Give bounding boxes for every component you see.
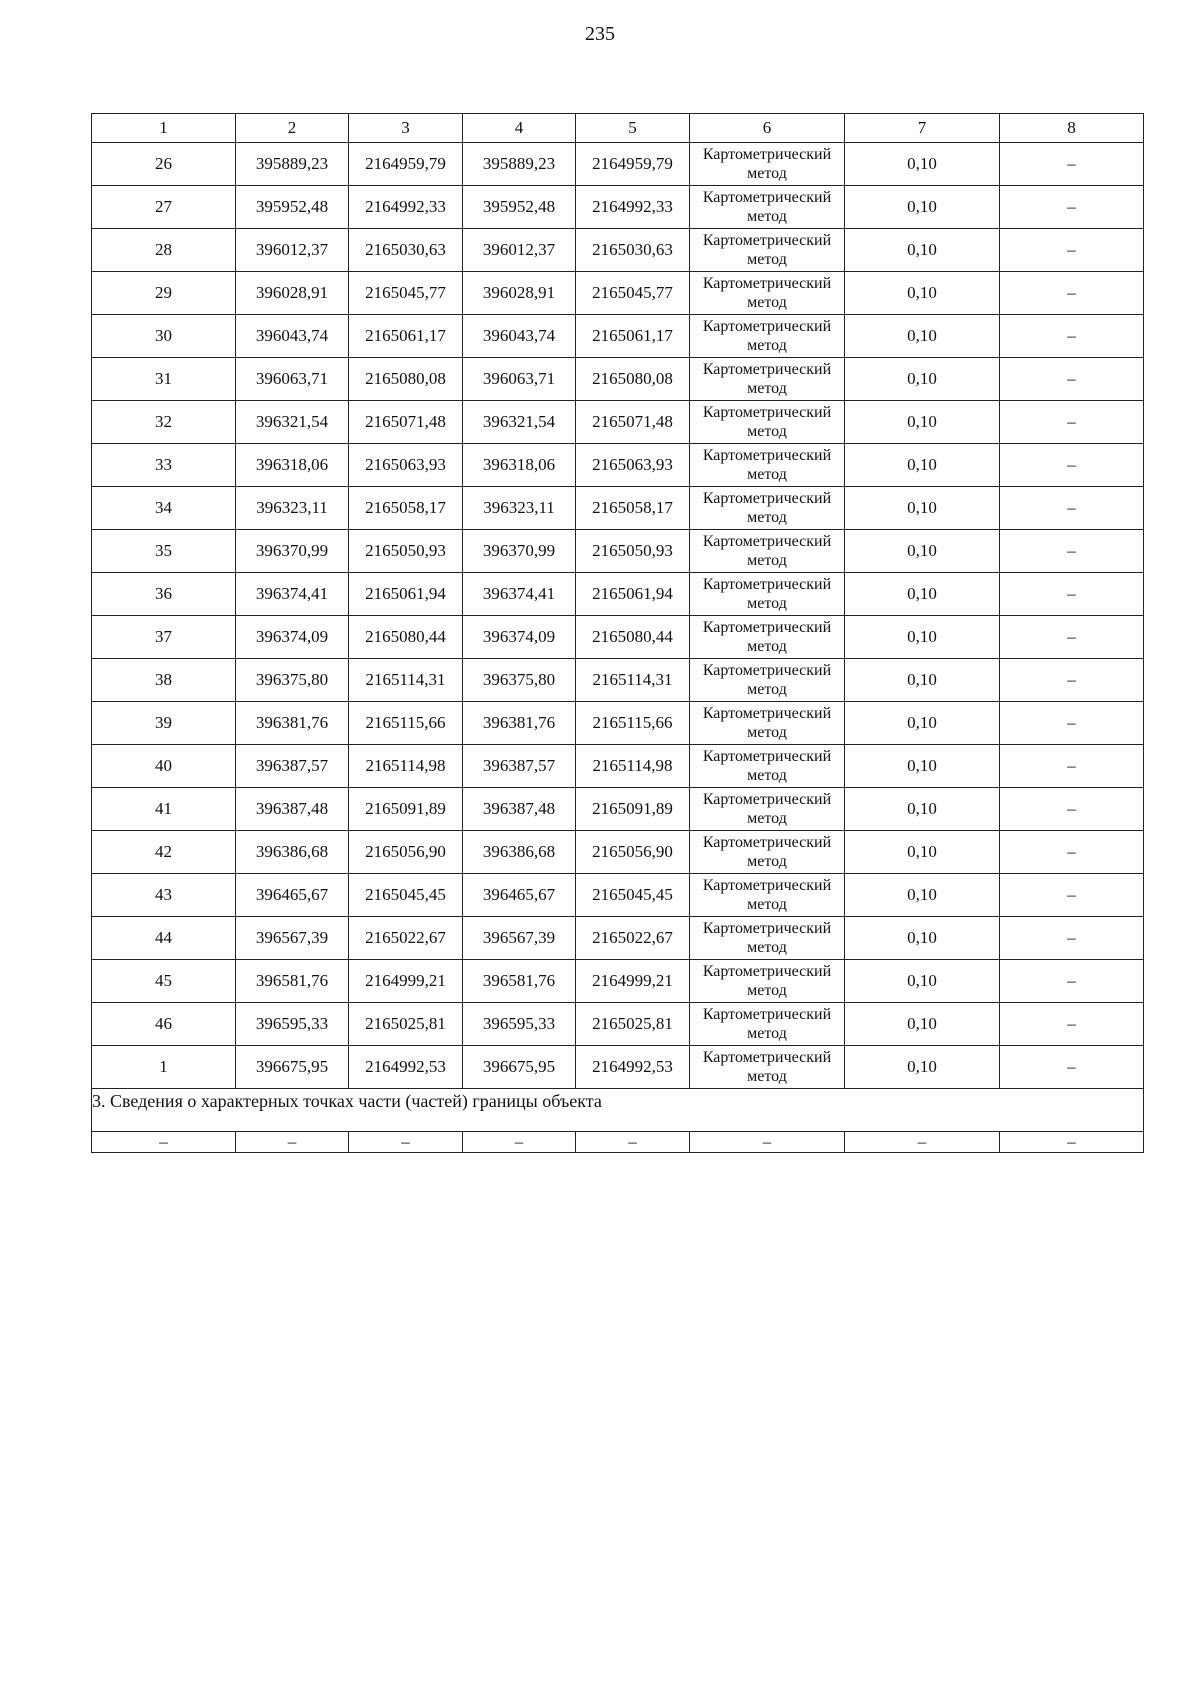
- method-line: метод: [747, 638, 787, 655]
- y-coordinate-cell: 2165063,93: [349, 444, 463, 487]
- method-cell: [690, 315, 845, 358]
- y-coordinate-cell: 2164992,53: [576, 1046, 690, 1089]
- note-cell: –: [1000, 272, 1144, 315]
- empty-cell: –: [576, 1132, 690, 1153]
- x-coordinate-cell: 396374,09: [236, 616, 349, 659]
- note-cell: –: [1000, 831, 1144, 874]
- accuracy-cell: 0,10: [845, 659, 1000, 702]
- x-coordinate-cell: 396321,54: [463, 401, 576, 444]
- method-line: Картометрический: [702, 748, 832, 765]
- note-cell: –: [1000, 143, 1144, 186]
- x-coordinate-cell: 396043,74: [463, 315, 576, 358]
- y-coordinate-cell: 2165071,48: [349, 401, 463, 444]
- table-row: [92, 229, 1144, 272]
- x-coordinate-cell: 396387,57: [236, 745, 349, 788]
- table-row: [92, 659, 1144, 702]
- column-header: 4: [463, 114, 576, 143]
- method-line: Картометрический: [702, 834, 832, 851]
- column-header: 8: [1000, 114, 1144, 143]
- note-cell: –: [1000, 745, 1144, 788]
- method-line: метод: [747, 552, 787, 569]
- y-coordinate-cell: 2164959,79: [576, 143, 690, 186]
- method-line: Картометрический: [702, 576, 832, 593]
- point-number-cell: 29: [92, 272, 236, 315]
- method-line: метод: [747, 251, 787, 268]
- method-line: Картометрический: [702, 877, 832, 894]
- note-cell: –: [1000, 874, 1144, 917]
- table-row: [92, 616, 1144, 659]
- note-cell: –: [1000, 358, 1144, 401]
- x-coordinate-cell: 396012,37: [236, 229, 349, 272]
- point-number-cell: 37: [92, 616, 236, 659]
- method-line: метод: [747, 1068, 787, 1085]
- point-number-cell: 35: [92, 530, 236, 573]
- y-coordinate-cell: 2165114,31: [349, 659, 463, 702]
- accuracy-cell: 0,10: [845, 1046, 1000, 1089]
- y-coordinate-cell: 2165025,81: [349, 1003, 463, 1046]
- method-cell: [690, 358, 845, 401]
- note-cell: –: [1000, 659, 1144, 702]
- point-number-cell: 41: [92, 788, 236, 831]
- accuracy-cell: 0,10: [845, 229, 1000, 272]
- method-cell: [690, 401, 845, 444]
- empty-cell: –: [1000, 1132, 1144, 1153]
- x-coordinate-cell: 396595,33: [236, 1003, 349, 1046]
- method-cell: [690, 487, 845, 530]
- y-coordinate-cell: 2165063,93: [576, 444, 690, 487]
- accuracy-cell: 0,10: [845, 573, 1000, 616]
- x-coordinate-cell: 396567,39: [236, 917, 349, 960]
- x-coordinate-cell: 396581,76: [463, 960, 576, 1003]
- column-header: 5: [576, 114, 690, 143]
- table-body: [92, 143, 1144, 1089]
- method-line: метод: [747, 724, 787, 741]
- accuracy-cell: 0,10: [845, 487, 1000, 530]
- method-cell: [690, 960, 845, 1003]
- method-cell: [690, 1003, 845, 1046]
- accuracy-cell: 0,10: [845, 143, 1000, 186]
- method-line: Картометрический: [702, 447, 832, 464]
- method-cell: [690, 444, 845, 487]
- point-number-cell: 34: [92, 487, 236, 530]
- x-coordinate-cell: 396381,76: [236, 702, 349, 745]
- point-number-cell: 46: [92, 1003, 236, 1046]
- y-coordinate-cell: 2165091,89: [349, 788, 463, 831]
- point-number-cell: 27: [92, 186, 236, 229]
- method-line: Картометрический: [702, 232, 832, 249]
- y-coordinate-cell: 2165050,93: [576, 530, 690, 573]
- coordinates-table: [91, 113, 1144, 1153]
- method-line: метод: [747, 767, 787, 784]
- x-coordinate-cell: 396043,74: [236, 315, 349, 358]
- method-line: Картометрический: [702, 275, 832, 292]
- x-coordinate-cell: 396370,99: [236, 530, 349, 573]
- method-line: метод: [747, 896, 787, 913]
- method-line: Картометрический: [702, 705, 832, 722]
- accuracy-cell: 0,10: [845, 917, 1000, 960]
- method-cell: [690, 272, 845, 315]
- accuracy-cell: 0,10: [845, 186, 1000, 229]
- y-coordinate-cell: 2165058,17: [576, 487, 690, 530]
- method-cell: [690, 573, 845, 616]
- point-number-cell: 38: [92, 659, 236, 702]
- column-header: 1: [92, 114, 236, 143]
- method-line: метод: [747, 810, 787, 827]
- x-coordinate-cell: 396375,80: [463, 659, 576, 702]
- empty-cell: –: [463, 1132, 576, 1153]
- table-header-row: [92, 114, 1144, 143]
- y-coordinate-cell: 2165080,08: [576, 358, 690, 401]
- accuracy-cell: 0,10: [845, 831, 1000, 874]
- x-coordinate-cell: 396381,76: [463, 702, 576, 745]
- table-row: [92, 573, 1144, 616]
- note-cell: –: [1000, 444, 1144, 487]
- y-coordinate-cell: 2165080,44: [576, 616, 690, 659]
- y-coordinate-cell: 2165071,48: [576, 401, 690, 444]
- table-row: [92, 831, 1144, 874]
- point-number-cell: 31: [92, 358, 236, 401]
- method-line: метод: [747, 1025, 787, 1042]
- method-cell: [690, 917, 845, 960]
- accuracy-cell: 0,10: [845, 745, 1000, 788]
- y-coordinate-cell: 2164992,33: [349, 186, 463, 229]
- point-number-cell: 1: [92, 1046, 236, 1089]
- accuracy-cell: 0,10: [845, 874, 1000, 917]
- x-coordinate-cell: 396387,57: [463, 745, 576, 788]
- table-row: [92, 444, 1144, 487]
- x-coordinate-cell: 396387,48: [236, 788, 349, 831]
- y-coordinate-cell: 2165058,17: [349, 487, 463, 530]
- accuracy-cell: 0,10: [845, 272, 1000, 315]
- method-line: Картометрический: [702, 361, 832, 378]
- accuracy-cell: 0,10: [845, 960, 1000, 1003]
- method-line: Картометрический: [702, 404, 832, 421]
- accuracy-cell: 0,10: [845, 1003, 1000, 1046]
- empty-cell: –: [236, 1132, 349, 1153]
- x-coordinate-cell: 396374,41: [236, 573, 349, 616]
- x-coordinate-cell: 395952,48: [236, 186, 349, 229]
- table-row: [92, 143, 1144, 186]
- note-cell: –: [1000, 573, 1144, 616]
- x-coordinate-cell: 396323,11: [236, 487, 349, 530]
- y-coordinate-cell: 2165114,98: [576, 745, 690, 788]
- y-coordinate-cell: 2165025,81: [576, 1003, 690, 1046]
- method-cell: [690, 745, 845, 788]
- table-row: [92, 960, 1144, 1003]
- method-cell: [690, 831, 845, 874]
- method-line: Картометрический: [702, 619, 832, 636]
- accuracy-cell: 0,10: [845, 444, 1000, 487]
- table-row: [92, 530, 1144, 573]
- method-cell: [690, 1046, 845, 1089]
- y-coordinate-cell: 2165022,67: [349, 917, 463, 960]
- y-coordinate-cell: 2165050,93: [349, 530, 463, 573]
- table-row: [92, 186, 1144, 229]
- method-line: метод: [747, 595, 787, 612]
- x-coordinate-cell: 396465,67: [236, 874, 349, 917]
- y-coordinate-cell: 2165030,63: [349, 229, 463, 272]
- note-cell: –: [1000, 487, 1144, 530]
- accuracy-cell: 0,10: [845, 401, 1000, 444]
- method-line: метод: [747, 853, 787, 870]
- table-row: [92, 272, 1144, 315]
- section-title: 3. Сведения о характерных точках части (частей) границы объекта: [92, 1089, 1144, 1132]
- point-number-cell: 43: [92, 874, 236, 917]
- y-coordinate-cell: 2165030,63: [576, 229, 690, 272]
- method-line: метод: [747, 380, 787, 397]
- section-heading-row: [92, 1089, 1144, 1132]
- method-line: Картометрический: [702, 963, 832, 980]
- y-coordinate-cell: 2165080,08: [349, 358, 463, 401]
- y-coordinate-cell: 2165115,66: [576, 702, 690, 745]
- table-row: [92, 788, 1144, 831]
- column-header: 7: [845, 114, 1000, 143]
- x-coordinate-cell: 396595,33: [463, 1003, 576, 1046]
- note-cell: –: [1000, 1003, 1144, 1046]
- column-header: 6: [690, 114, 845, 143]
- column-header: 3: [349, 114, 463, 143]
- y-coordinate-cell: 2165045,45: [576, 874, 690, 917]
- x-coordinate-cell: 396567,39: [463, 917, 576, 960]
- accuracy-cell: 0,10: [845, 616, 1000, 659]
- note-cell: –: [1000, 788, 1144, 831]
- point-number-cell: 26: [92, 143, 236, 186]
- point-number-cell: 39: [92, 702, 236, 745]
- note-cell: –: [1000, 401, 1144, 444]
- method-line: Картометрический: [702, 533, 832, 550]
- x-coordinate-cell: 396375,80: [236, 659, 349, 702]
- method-line: метод: [747, 423, 787, 440]
- method-cell: [690, 616, 845, 659]
- point-number-cell: 42: [92, 831, 236, 874]
- empty-cell: –: [349, 1132, 463, 1153]
- x-coordinate-cell: 396028,91: [463, 272, 576, 315]
- method-cell: [690, 874, 845, 917]
- method-cell: [690, 143, 845, 186]
- table-row: [92, 702, 1144, 745]
- table-row: [92, 358, 1144, 401]
- y-coordinate-cell: 2165091,89: [576, 788, 690, 831]
- y-coordinate-cell: 2165061,17: [576, 315, 690, 358]
- x-coordinate-cell: 396465,67: [463, 874, 576, 917]
- method-line: Картометрический: [702, 189, 832, 206]
- note-cell: –: [1000, 530, 1144, 573]
- point-number-cell: 28: [92, 229, 236, 272]
- y-coordinate-cell: 2165061,94: [576, 573, 690, 616]
- method-line: Картометрический: [702, 1049, 832, 1066]
- point-number-cell: 45: [92, 960, 236, 1003]
- y-coordinate-cell: 2164992,33: [576, 186, 690, 229]
- method-line: Картометрический: [702, 662, 832, 679]
- y-coordinate-cell: 2165056,90: [576, 831, 690, 874]
- method-line: метод: [747, 165, 787, 182]
- empty-cell: –: [92, 1132, 236, 1153]
- y-coordinate-cell: 2165022,67: [576, 917, 690, 960]
- y-coordinate-cell: 2165115,66: [349, 702, 463, 745]
- table-row: [92, 917, 1144, 960]
- point-number-cell: 40: [92, 745, 236, 788]
- method-line: Картометрический: [702, 146, 832, 163]
- table-row: [92, 487, 1144, 530]
- note-cell: –: [1000, 186, 1144, 229]
- x-coordinate-cell: 396028,91: [236, 272, 349, 315]
- method-line: метод: [747, 939, 787, 956]
- empty-cell: –: [845, 1132, 1000, 1153]
- x-coordinate-cell: 396374,09: [463, 616, 576, 659]
- point-number-cell: 44: [92, 917, 236, 960]
- point-number-cell: 36: [92, 573, 236, 616]
- x-coordinate-cell: 396386,68: [463, 831, 576, 874]
- accuracy-cell: 0,10: [845, 358, 1000, 401]
- page-number: 235: [585, 23, 615, 45]
- method-cell: [690, 229, 845, 272]
- method-line: Картометрический: [702, 1006, 832, 1023]
- method-line: Картометрический: [702, 920, 832, 937]
- x-coordinate-cell: 396675,95: [463, 1046, 576, 1089]
- x-coordinate-cell: 396675,95: [236, 1046, 349, 1089]
- note-cell: –: [1000, 702, 1144, 745]
- table-row: [92, 1046, 1144, 1089]
- y-coordinate-cell: 2165045,77: [349, 272, 463, 315]
- y-coordinate-cell: 2165061,17: [349, 315, 463, 358]
- point-number-cell: 32: [92, 401, 236, 444]
- note-cell: –: [1000, 960, 1144, 1003]
- method-line: метод: [747, 982, 787, 999]
- x-coordinate-cell: 396374,41: [463, 573, 576, 616]
- y-coordinate-cell: 2165114,98: [349, 745, 463, 788]
- y-coordinate-cell: 2164959,79: [349, 143, 463, 186]
- x-coordinate-cell: 396063,71: [236, 358, 349, 401]
- x-coordinate-cell: 396318,06: [463, 444, 576, 487]
- x-coordinate-cell: 396386,68: [236, 831, 349, 874]
- method-line: метод: [747, 681, 787, 698]
- x-coordinate-cell: 396321,54: [236, 401, 349, 444]
- x-coordinate-cell: 396012,37: [463, 229, 576, 272]
- method-line: метод: [747, 294, 787, 311]
- method-line: метод: [747, 509, 787, 526]
- method-cell: [690, 788, 845, 831]
- x-coordinate-cell: 396323,11: [463, 487, 576, 530]
- note-cell: –: [1000, 315, 1144, 358]
- y-coordinate-cell: 2165114,31: [576, 659, 690, 702]
- accuracy-cell: 0,10: [845, 530, 1000, 573]
- note-cell: –: [1000, 1046, 1144, 1089]
- table-row: [92, 315, 1144, 358]
- y-coordinate-cell: 2164999,21: [576, 960, 690, 1003]
- point-number-cell: 33: [92, 444, 236, 487]
- method-line: Картометрический: [702, 318, 832, 335]
- method-line: Картометрический: [702, 791, 832, 808]
- accuracy-cell: 0,10: [845, 788, 1000, 831]
- method-cell: [690, 530, 845, 573]
- y-coordinate-cell: 2165080,44: [349, 616, 463, 659]
- note-cell: –: [1000, 229, 1144, 272]
- note-cell: –: [1000, 616, 1144, 659]
- note-cell: –: [1000, 917, 1144, 960]
- table-row: [92, 874, 1144, 917]
- table-row: [92, 745, 1144, 788]
- method-line: метод: [747, 337, 787, 354]
- method-line: метод: [747, 466, 787, 483]
- x-coordinate-cell: 395889,23: [236, 143, 349, 186]
- section-empty-row: [92, 1132, 1144, 1153]
- y-coordinate-cell: 2164992,53: [349, 1046, 463, 1089]
- x-coordinate-cell: 396370,99: [463, 530, 576, 573]
- accuracy-cell: 0,10: [845, 315, 1000, 358]
- accuracy-cell: 0,10: [845, 702, 1000, 745]
- x-coordinate-cell: 395889,23: [463, 143, 576, 186]
- x-coordinate-cell: 396387,48: [463, 788, 576, 831]
- method-cell: [690, 659, 845, 702]
- method-cell: [690, 186, 845, 229]
- y-coordinate-cell: 2165056,90: [349, 831, 463, 874]
- method-line: метод: [747, 208, 787, 225]
- x-coordinate-cell: 396318,06: [236, 444, 349, 487]
- x-coordinate-cell: 396063,71: [463, 358, 576, 401]
- method-line: Картометрический: [702, 490, 832, 507]
- x-coordinate-cell: 396581,76: [236, 960, 349, 1003]
- y-coordinate-cell: 2165045,77: [576, 272, 690, 315]
- table-row: [92, 401, 1144, 444]
- y-coordinate-cell: 2164999,21: [349, 960, 463, 1003]
- column-header: 2: [236, 114, 349, 143]
- point-number-cell: 30: [92, 315, 236, 358]
- table-row: [92, 1003, 1144, 1046]
- y-coordinate-cell: 2165061,94: [349, 573, 463, 616]
- x-coordinate-cell: 395952,48: [463, 186, 576, 229]
- empty-cell: –: [690, 1132, 845, 1153]
- y-coordinate-cell: 2165045,45: [349, 874, 463, 917]
- method-cell: [690, 702, 845, 745]
